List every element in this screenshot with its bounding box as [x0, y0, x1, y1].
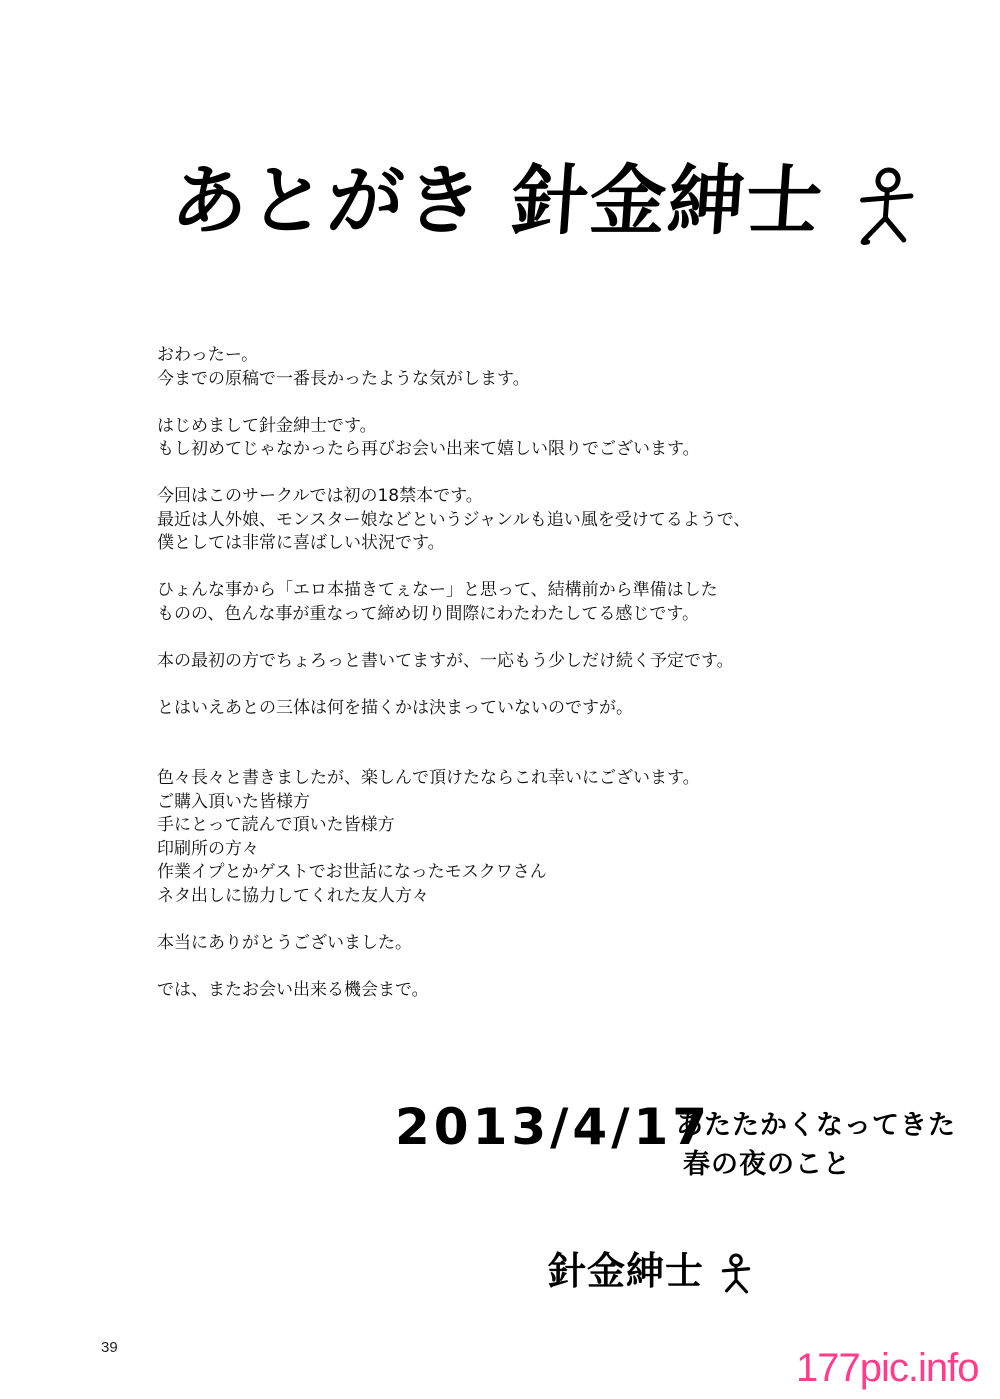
text-line: ひょんな事から「エロ本描きてぇなー」と思って、結構前から準備はした [157, 580, 718, 600]
paragraph [157, 415, 877, 462]
paragraph [157, 979, 877, 1003]
handwritten-date: 2013/4/17 [395, 1098, 712, 1156]
text-line: はじめまして針金紳士です。 [157, 415, 377, 436]
paragraph [157, 697, 877, 721]
signature-text: 針金紳士 [548, 1249, 705, 1293]
stick-figure-icon [720, 1253, 752, 1295]
text-line: では、またお会い出来る機会まで。 [157, 979, 429, 1000]
text-line: 印刷所の方々 [157, 838, 259, 859]
text-line: 本の最初の方でちょろっと書いてますが、一応もう少しだけ続く予定です。 [157, 650, 734, 671]
text-line: とはいえあとの三体は何を描くかは決まっていないのですが。 [157, 697, 633, 718]
afterword-body [157, 344, 877, 1026]
text-line: もし初めてじゃなかったら再びお会い出来て嬉しい限りでございます。 [157, 439, 700, 459]
text-line: 手にとって読んで頂いた皆様方 [157, 815, 395, 835]
text-line: ご購入頂いた皆様方 [157, 791, 310, 812]
text-line: ものの、色んな事が重なって締め切り間際にわたわたしてる感じです。 [157, 603, 699, 624]
text-line: ネタ出しに協力してくれた友人方々 [157, 885, 429, 906]
handwritten-note-line-1: あたたかくなってきた [676, 1110, 956, 1141]
handwritten-note-line-2: 春の夜のこと [683, 1149, 851, 1180]
text-line: 本当にありがとうございました。 [157, 932, 412, 953]
paragraph [157, 485, 877, 556]
paragraph [157, 650, 877, 674]
stick-figure-icon [853, 166, 919, 246]
text-line: 最近は人外娘、モンスター娘などというジャンルも追い風を受けてるようで、 [157, 509, 751, 530]
paragraph [157, 579, 877, 626]
text-line: 僕としては非常に喜ばしい状況です。 [157, 533, 445, 553]
text-line: 今までの原稿で一番長かったような気がします。 [157, 368, 530, 389]
afterword-title-text: あとがき 針金紳士 [168, 156, 828, 245]
site-watermark: 177pic.info [796, 1346, 979, 1390]
paragraph [157, 932, 877, 956]
paragraph [157, 767, 877, 908]
text-line: 作業イプとかゲストでお世話になったモスクワさん [157, 862, 547, 882]
paragraph [157, 344, 877, 391]
text-line: 今回はこのサークルでは初の18禁本です。 [157, 486, 483, 506]
text-line: おわったー。 [157, 345, 259, 365]
afterword-title [168, 140, 921, 249]
handwritten-signature [548, 1240, 752, 1295]
page-number: 39 [101, 1339, 118, 1356]
text-line: 色々長々と書きましたが、楽しんで頂けたならこれ幸いにございます。 [157, 768, 700, 788]
